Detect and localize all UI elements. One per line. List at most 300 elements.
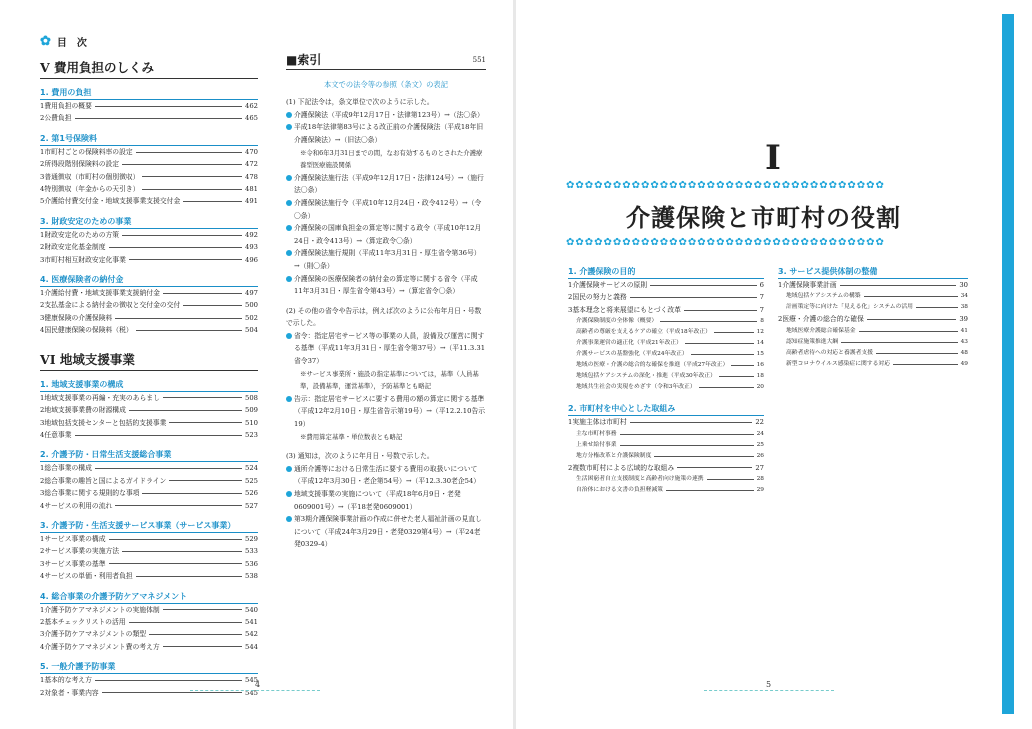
toc-entry-page: 510	[245, 418, 258, 427]
toc-entry-page: 545	[245, 688, 258, 697]
bullet-icon	[286, 225, 292, 231]
leader-line	[183, 305, 242, 306]
leader-line	[685, 343, 754, 344]
toc-entry-page: 24	[756, 430, 764, 437]
toc-entry-label: 2地域支援事業費の財源構成	[40, 406, 126, 415]
index-item-text: 通所介護等における日常生活に要する費用の取扱いについて（平成12年3月30日・老企第54号）→（平12.3.30老企54）	[294, 464, 481, 486]
index-para-2-intro: (2) その他の省令や告示は，例えば次のように公布年月日・号数で示した。	[286, 306, 482, 328]
leader-line	[699, 387, 754, 388]
toc-entry-label: 新型コロナウイルス感染症に関する対応	[786, 360, 890, 367]
toc-entry-page: 538	[245, 572, 258, 581]
toc-entry-page: 472	[245, 160, 258, 169]
toc-column	[40, 34, 261, 699]
toc-entry-label: 3サービス事業の基準	[40, 559, 106, 568]
toc-entry-label: 地域共生社会の実現をめざす（令和3年改正）	[576, 384, 696, 391]
bullet-icon	[286, 175, 292, 181]
toc-entry-page: 526	[245, 489, 258, 498]
toc-entry-label: 生活困窮者自立支援制度と高齢者向け施策の連携	[576, 476, 704, 483]
toc-entry-page: 16	[756, 362, 764, 369]
leader-line	[864, 296, 958, 297]
leader-line	[840, 285, 957, 286]
toc-entry	[568, 474, 764, 485]
left-page	[0, 0, 514, 729]
toc-entry-label: 5介護給付費交付金・地域支援事業支援交付金	[40, 197, 181, 206]
toc-entry-label: 計画策定等に向けた「見える化」システムの活用	[786, 304, 913, 311]
toc-entry-page: 6	[759, 281, 764, 289]
section-title: 3. 介護予防・生活支援サービス事業（サービス事業）	[40, 520, 258, 533]
toc-entry	[568, 316, 764, 327]
toc-entry-label: 2医療・介護の総合的な確保	[778, 315, 864, 324]
leader-line	[115, 505, 242, 506]
toc-entry-label: 2対象者・事業内容	[40, 688, 99, 697]
index-item-note: ※サービス事業所・施設の指定基準については，基準（人員基準，設備基準，運営基準），予防基準とも略記	[300, 369, 479, 391]
index-para-2-items	[286, 330, 486, 443]
chapter-roman-numeral: I	[765, 138, 781, 178]
index-para-3	[286, 450, 486, 551]
toc-entry-label: 地域包括ケアシステムの深化・推進（平成30年改正）	[576, 373, 716, 380]
toc-entry-page: 26	[756, 452, 764, 459]
leader-line	[95, 680, 242, 681]
toc-entry	[40, 312, 258, 324]
section-title: 1. 費用の負担	[40, 87, 258, 100]
index-item-text: 介護保険法（平成9年12月17日・法律第123号）→（法〇条）	[294, 110, 484, 119]
toc-entry-label: 1費用負担の概要	[40, 102, 92, 110]
index-item-text: 介護保険法施行規則（平成11年3月31日・厚生省令第36号）→（則〇条）	[294, 249, 481, 270]
toc-entry	[778, 313, 968, 325]
leader-line	[684, 310, 757, 311]
index-item-text: 介護保険の医療保険者の納付金の算定等に関する省令（平成11年3月31日・厚生省令第43号）→（算定省令〇条）	[294, 274, 478, 296]
index-item	[286, 109, 486, 122]
section-title: 5. 一般介護予防事業	[40, 661, 258, 674]
toc-entry-page: 525	[245, 476, 258, 485]
toc-entry-page: 28	[756, 476, 764, 483]
index-item-text: 地域支援事業の実施について（平成18年6月9日・老発0609001号）→（平18老発0609001）	[294, 490, 461, 511]
toc-entry-label: 2財政安定化基金制度	[40, 243, 106, 252]
toc-entry	[568, 360, 764, 371]
toc-entry-label: 3地域包括支援センターと包括的支援事業	[40, 418, 167, 427]
toc-entry	[40, 287, 258, 299]
index-item-note: ※費用算定基準・単位数表とも略記	[300, 432, 403, 441]
toc-entry	[40, 687, 258, 699]
index-item-text: 告示：指定居宅サービスに要する費用の額の算定に関する基準（平成12年2月10日・厚生省告示第19号）→（平12.2.10告示19）	[294, 394, 486, 429]
toc-entry-label: 4介護予防ケアマネジメント費の考え方	[40, 642, 160, 651]
chapter-contents-column-2	[778, 266, 968, 370]
index-para-2	[286, 305, 486, 444]
toc-entry	[40, 392, 258, 404]
index-item-text: 第3期介護保険事業計画の作成に併せた老人福祉計画の見直しについて（平成24年3月29日・老発0329第4号）→（平24老発0329-4）	[294, 515, 482, 549]
toc-entry-page: 533	[245, 547, 258, 556]
bullet-icon	[286, 516, 292, 522]
toc-entry-label: 4任意事業	[40, 430, 72, 439]
toc-parts	[40, 54, 261, 699]
toc-entry-label: 1実施主体は市町村	[568, 418, 627, 427]
toc-entry-page: 544	[245, 642, 258, 651]
leader-line	[163, 293, 242, 294]
toc-entry-page: 465	[245, 114, 258, 123]
section-title: 2. 第1号保険料	[40, 133, 258, 146]
toc-entry	[568, 462, 764, 474]
leader-line	[620, 445, 754, 446]
index-para-1	[286, 96, 486, 298]
toc-entry-page: 41	[960, 327, 968, 334]
leader-line	[129, 622, 242, 623]
index-para-1-intro: (1) 下記法令は，条文単位で次のように示した。	[286, 98, 434, 107]
leader-line	[169, 480, 242, 481]
leader-line	[163, 646, 242, 647]
toc-entry-page: 8	[760, 318, 764, 325]
toc-entry-label: 自治体における文書の負担軽減策	[576, 487, 663, 494]
leader-line	[660, 321, 757, 322]
flower-icon: ✿	[40, 34, 51, 49]
toc-entry-label: 介護サービスの基盤強化（平成24年改正）	[576, 351, 688, 358]
leader-line	[149, 634, 242, 635]
toc-entry-page: 502	[245, 313, 258, 322]
toc-entry	[778, 326, 968, 337]
toc-entry	[568, 451, 764, 462]
toc-entry-page: 462	[245, 102, 258, 110]
toc-entry-label: 1介護予防ケアマネジメントの実施体制	[40, 605, 160, 614]
index-column	[286, 54, 486, 558]
toc-entry-page: 497	[245, 289, 258, 298]
toc-entry-label: 3総合事業に関する規則的な事項	[40, 489, 140, 498]
toc-entry-label: 3市町村相互財政安定化事業	[40, 255, 126, 264]
toc-entry	[40, 475, 258, 487]
toc-entry-label: 介護事業運営の適正化（平成21年改正）	[576, 340, 682, 347]
toc-entry-label: 介護保険制度の全体像（概要）	[576, 318, 658, 325]
leader-line	[841, 342, 957, 343]
leader-line	[95, 468, 242, 469]
toc-entry-page: 48	[960, 349, 968, 356]
toc-entry	[568, 440, 764, 451]
leader-line	[859, 331, 958, 332]
toc-entry-label: 2基本チェックリストの活用	[40, 617, 126, 626]
page-number-left: 4	[255, 680, 261, 689]
page-footer-line-right	[704, 690, 834, 691]
toc-entry	[40, 171, 258, 183]
toc-entry	[40, 183, 258, 195]
chapter-edge-tab	[1002, 14, 1014, 714]
page-number-right: 5	[766, 680, 772, 689]
toc-entry	[40, 229, 258, 241]
toc-entry-label: 地域包括ケアシステムの構築	[786, 293, 861, 300]
leader-line	[630, 297, 757, 298]
toc-entry-page: 504	[245, 326, 258, 335]
toc-entry-label: 4特別徴収（年金からの天引き）	[40, 185, 140, 194]
toc-entry	[40, 299, 258, 311]
index-para-1-items	[286, 109, 486, 298]
leader-line	[129, 259, 242, 260]
toc-entry	[40, 462, 258, 474]
toc-entry-page: 524	[245, 464, 258, 473]
toc-entry-page: 540	[245, 605, 258, 614]
toc-entry-page: 508	[245, 393, 258, 402]
bullet-icon	[286, 250, 292, 256]
toc-entry	[40, 616, 258, 628]
toc-entry-page: 545	[245, 676, 258, 685]
toc-entry-page: 523	[245, 430, 258, 439]
toc-entry	[40, 417, 258, 429]
leader-line	[136, 330, 242, 331]
toc-entry	[40, 674, 258, 686]
bullet-icon	[286, 466, 292, 472]
leader-line	[109, 539, 243, 540]
bullet-icon	[286, 333, 292, 339]
toc-entry-label: 1市町村ごとの保険料率の設定	[40, 147, 133, 156]
toc-entry	[778, 348, 968, 359]
toc-entry-label: 2支払基金による納付金の徴収と交付金の交付	[40, 301, 181, 310]
chapter-contents-column-1	[568, 266, 764, 496]
toc-entry	[568, 416, 764, 428]
index-item	[286, 463, 486, 488]
leader-line	[136, 576, 242, 577]
toc-entry	[40, 500, 258, 512]
toc-entry-page: 49	[960, 360, 968, 367]
bullet-icon	[286, 112, 292, 118]
toc-entry	[40, 545, 258, 557]
toc-entry-page: 38	[960, 304, 968, 311]
leader-line	[75, 118, 243, 119]
toc-entry	[568, 291, 764, 303]
leader-line	[650, 285, 757, 286]
toc-entry-page: 7	[759, 305, 764, 314]
toc-entry-label: 1介護給付費・地域支援事業支援納付金	[40, 289, 160, 298]
index-para-3-intro: (3) 通知は，次のように年月日・号数で示した。	[286, 452, 434, 461]
leader-line	[163, 609, 242, 610]
leader-line	[142, 493, 242, 494]
toc-entry-page: 27	[755, 463, 764, 472]
leader-line	[136, 152, 242, 153]
toc-entry-label: 高齢者の尊厳を支えるケアの確立（平成18年改正）	[576, 329, 711, 336]
toc-entry	[778, 291, 968, 302]
toc-entry	[40, 112, 258, 124]
toc-entry-label: 3普通徴収（市町村の個別徴収）	[40, 172, 140, 181]
leader-line	[867, 319, 956, 320]
toc-entry	[40, 558, 258, 570]
section-title: 3. サービス提供体制の整備	[778, 266, 968, 279]
leader-line	[731, 365, 753, 366]
toc-entry-page: 29	[756, 487, 764, 494]
toc-entry-page: 22	[755, 418, 764, 427]
flower-border-top: ✿✿✿✿✿✿✿✿✿✿✿✿✿✿✿✿✿✿✿✿✿✿✿✿✿✿✿✿✿✿✿✿✿✿	[566, 180, 885, 191]
toc-entry-label: 2複数市町村による広域的な取組み	[568, 463, 675, 472]
toc-entry-page: 478	[245, 172, 258, 181]
leader-line	[620, 434, 754, 435]
toc-entry	[568, 327, 764, 338]
index-item	[286, 513, 486, 551]
index-item	[286, 488, 486, 513]
leader-line	[122, 164, 242, 165]
bullet-icon	[286, 276, 292, 282]
index-item	[286, 172, 486, 197]
toc-entry-page: 542	[245, 630, 258, 639]
toc-entry-label: 1地域支援事業の再編・充実のあらまし	[40, 393, 160, 402]
toc-entry-page: 500	[245, 301, 258, 310]
leader-line	[893, 364, 958, 365]
toc-entry	[40, 195, 258, 207]
toc-entry-label: 2公費負担	[40, 114, 72, 123]
index-item	[286, 247, 486, 272]
toc-entry	[568, 304, 764, 316]
toc-entry-page: 20	[756, 384, 764, 391]
toc-entry-label: 1介護保険サービスの原則	[568, 281, 648, 289]
toc-entry	[568, 349, 764, 360]
section-title: 1. 地域支援事業の構成	[40, 379, 258, 392]
part-title: VI 地域支援事業	[40, 346, 258, 371]
toc-entry-label: 地域の医療・介護の総合的な確保を推進（平成27年改正）	[576, 362, 729, 369]
leader-line	[142, 176, 242, 177]
toc-header	[40, 34, 258, 49]
toc-entry-page: 527	[245, 501, 258, 510]
toc-entry	[568, 485, 764, 496]
section-title: 1. 介護保険の目的	[568, 266, 764, 279]
toc-entry-page: 496	[245, 255, 258, 264]
index-item-text: 介護保険法施行令（平成10年12月24日・政令412号）→（令〇条）	[294, 198, 482, 220]
toc-entry-label: 1介護保険事業計画	[778, 281, 837, 289]
toc-entry-label: 3基本理念と将来展望にもとづく改革	[568, 305, 681, 314]
toc-entry-page: 493	[245, 243, 258, 252]
toc-entry-label: 1基本的な考え方	[40, 676, 92, 685]
toc-entry-page: 7	[759, 293, 764, 302]
leader-line	[876, 353, 958, 354]
chapter-title: 介護保険と市町村の役割	[626, 203, 901, 232]
toc-entry-page: 12	[756, 329, 764, 336]
leader-line	[122, 235, 242, 236]
toc-entry-page: 15	[756, 351, 764, 358]
toc-entry	[40, 241, 258, 253]
leader-line	[115, 318, 242, 319]
toc-entry-page: 509	[245, 406, 258, 415]
toc-entry	[568, 371, 764, 382]
toc-entry-page: 25	[756, 441, 764, 448]
toc-entry	[778, 302, 968, 313]
section-title: 4. 総合事業の介護予防ケアマネジメント	[40, 591, 258, 604]
section-title: 2. 介護予防・日常生活支援総合事業	[40, 449, 258, 462]
toc-entry-page: 18	[756, 373, 764, 380]
section-title: 3. 財政安定のための事業	[40, 216, 258, 229]
bullet-icon	[286, 124, 292, 130]
toc-entry-label: 上乗せ給付事業	[576, 441, 617, 448]
toc-entry	[40, 429, 258, 441]
index-item-text: 介護保険の国庫負担金の算定等に関する政令（平成10年12月24日・政令413号）→（算定政令〇条）	[294, 224, 482, 245]
flower-border-bottom: ✿✿✿✿✿✿✿✿✿✿✿✿✿✿✿✿✿✿✿✿✿✿✿✿✿✿✿✿✿✿✿✿✿✿	[566, 237, 885, 248]
toc-entry	[40, 628, 258, 640]
toc-entry-label: 地方分権改革と介護保険制度	[576, 452, 652, 459]
index-para-3-items	[286, 463, 486, 551]
leader-line	[169, 422, 242, 423]
index-page-number: 551	[472, 56, 486, 64]
toc-entry-page: 470	[245, 147, 258, 156]
toc-entry-page: 536	[245, 559, 258, 568]
leader-line	[95, 106, 242, 107]
bullet-icon	[286, 396, 292, 402]
bullet-icon	[286, 200, 292, 206]
toc-entry	[40, 487, 258, 499]
toc-entry-label: 1財政安定化のための方策	[40, 230, 120, 239]
index-title: ■索引	[286, 53, 322, 67]
toc-entry-label: 2所得段階別保険料の設定	[40, 160, 120, 169]
leader-line	[916, 307, 958, 308]
bullet-icon	[286, 491, 292, 497]
leader-line	[109, 563, 243, 564]
leader-line	[719, 376, 754, 377]
toc-entry	[40, 641, 258, 653]
toc-entry-label: 3健康保険の介護保険料	[40, 313, 113, 322]
toc-entry	[40, 254, 258, 266]
toc-entry-label: 1総合事業の構成	[40, 464, 92, 473]
index-item	[286, 222, 486, 247]
toc-entry-label: 地域医療介護総合確保基金	[786, 327, 856, 334]
toc-entry-label: 1サービス事業の構成	[40, 534, 106, 543]
toc-entry	[778, 359, 968, 370]
toc-entry-label: 3介護予防ケアマネジメントの類型	[40, 630, 147, 639]
toc-entry	[568, 338, 764, 349]
index-item	[286, 393, 486, 431]
toc-entry	[40, 146, 258, 158]
index-item-note: ※令和6年3月31日までの間，なお有効するものとされた介護療養型医療施設関係	[300, 148, 483, 170]
leader-line	[666, 490, 754, 491]
leader-line	[163, 397, 242, 398]
part-title: V 費用負担のしくみ	[40, 54, 258, 79]
toc-entry	[40, 100, 258, 112]
toc-entry-label: 2サービス事業の実施方法	[40, 547, 120, 556]
leader-line	[691, 354, 754, 355]
index-header	[286, 54, 486, 70]
toc-entry-label: 認知症施策推進大綱	[786, 338, 839, 345]
index-item	[286, 273, 486, 298]
leader-line	[75, 435, 243, 436]
toc-entry	[40, 604, 258, 616]
toc-entry-page: 481	[245, 185, 258, 194]
toc-entry-page: 14	[756, 340, 764, 347]
leader-line	[630, 422, 753, 423]
toc-entry-page: 43	[960, 338, 968, 345]
toc-entry	[568, 429, 764, 440]
toc-entry-page: 491	[245, 197, 258, 206]
section-title: 4. 医療保険者の納付金	[40, 274, 258, 287]
toc-entry-page: 541	[245, 617, 258, 626]
toc-entry-page: 30	[959, 281, 968, 289]
toc-entry	[40, 324, 258, 336]
index-item-text: 平成18年法律第83号による改正前の介護保険法（平成18年旧介護保険法）→（旧法〇条）	[294, 123, 484, 144]
toc-header-label: 目 次	[56, 38, 87, 49]
section-title: 2. 市町村を中心とした取組み	[568, 403, 764, 416]
toc-entry-page: 34	[960, 293, 968, 300]
toc-entry	[568, 279, 764, 291]
toc-entry-label: 2国民の努力と義務	[568, 293, 627, 302]
index-item	[286, 197, 486, 222]
toc-entry-label: 高齢者虐待への対応と養護者支援	[786, 349, 873, 356]
toc-entry-label: 2総合事業の趣旨と国によるガイドライン	[40, 476, 167, 485]
toc-entry	[40, 533, 258, 545]
toc-entry-label: 4サービスの利用の流れ	[40, 501, 113, 510]
leader-line	[129, 410, 242, 411]
index-item	[286, 330, 486, 368]
toc-entry	[40, 570, 258, 582]
toc-entry	[778, 337, 968, 348]
leader-line	[714, 332, 754, 333]
leader-line	[183, 201, 242, 202]
leader-line	[122, 551, 242, 552]
leader-line	[102, 692, 242, 693]
toc-entry-page: 39	[959, 315, 968, 324]
toc-entry	[778, 279, 968, 291]
index-item-text: 省令：指定居宅サービス等の事業の人員，設備及び運営に関する基準（平成11年3月31日・厚生省令第37号）→（平11.3.31省令37）	[294, 331, 486, 366]
index-item	[286, 121, 486, 146]
toc-entry	[568, 382, 764, 393]
index-subtitle: 本文での法令等の参照（条文）の表記	[323, 79, 449, 89]
leader-line	[142, 189, 242, 190]
leader-line	[109, 247, 243, 248]
